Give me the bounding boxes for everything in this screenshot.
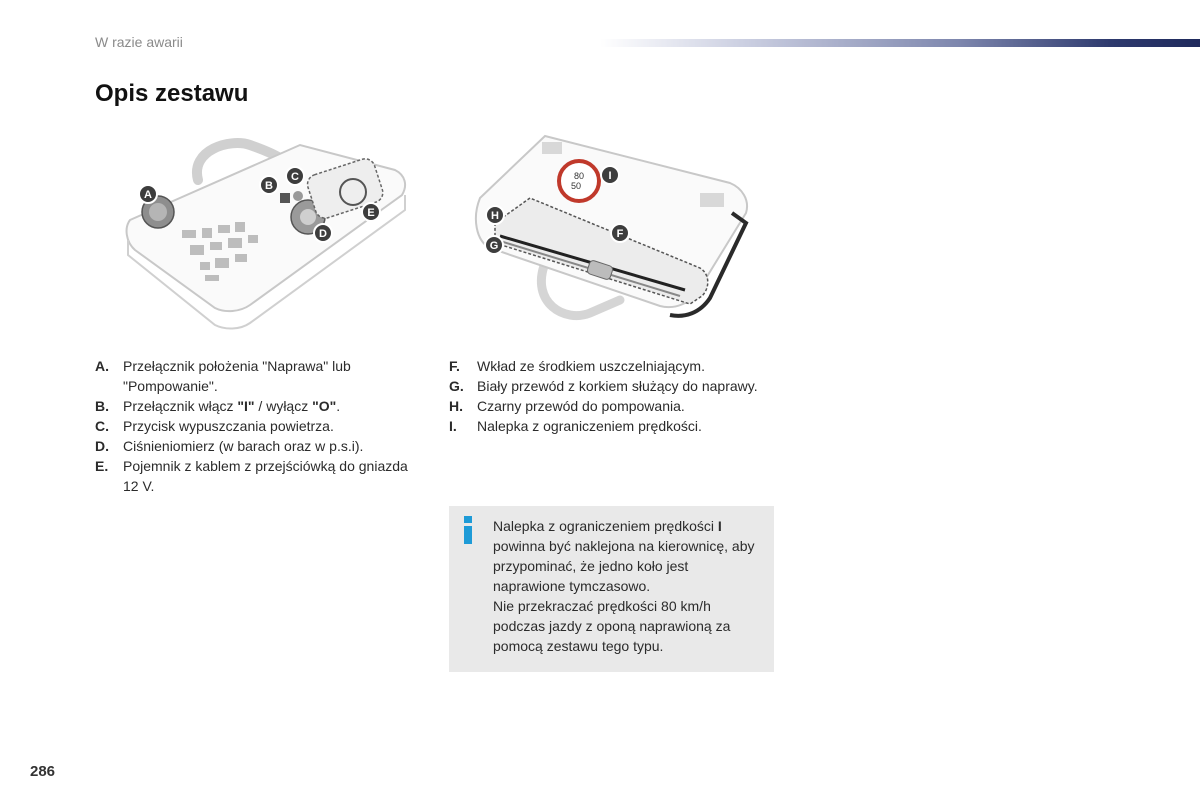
legend-item-a	[95, 356, 415, 396]
svg-text:H: H	[491, 210, 499, 222]
legend-item-e	[95, 456, 415, 496]
legend-item-g	[449, 376, 769, 396]
svg-text:F: F	[616, 228, 624, 240]
callout-i	[601, 166, 619, 184]
info-text	[493, 516, 763, 656]
legend-letter: E.	[95, 458, 109, 474]
legend-letter: G.	[449, 378, 464, 394]
legend-letter: C.	[95, 418, 109, 434]
legend-letter: B.	[95, 398, 109, 414]
legend-item-b	[95, 396, 415, 416]
info-box	[449, 506, 774, 672]
legend-item-f	[449, 356, 769, 376]
callout-d	[314, 224, 332, 242]
svg-text:G: G	[489, 240, 499, 252]
svg-text:E: E	[367, 207, 375, 219]
page-title: Opis zestawu	[95, 80, 249, 107]
legend-text: Ciśnieniomierz (w barach oraz w p.s.i).	[123, 438, 364, 454]
sticker-value-50: 50	[570, 181, 582, 191]
legend-text: Przełącznik włącz "I" / wyłącz "O".	[123, 398, 341, 414]
legend-text: Przycisk wypuszczania powietrza.	[123, 418, 334, 434]
callout-b	[260, 176, 278, 194]
legend-letter: D.	[95, 438, 109, 454]
legend-item-d	[95, 436, 415, 456]
compressor-top-illustration	[120, 130, 420, 340]
legend-text: Przełącznik położenia "Naprawa" lub "Pompowanie".	[123, 358, 351, 394]
compressor-bottom-illustration	[470, 128, 760, 338]
callout-h	[486, 206, 504, 224]
callout-a	[139, 185, 157, 203]
callout-g	[485, 236, 503, 254]
info-paragraph-1: Nalepka z ograniczeniem prędkości I powinna być naklejona na kierownicę, aby przypominać, że jedno koło jest naprawione tymczasowo.	[493, 518, 755, 594]
legend-letter: F.	[449, 358, 460, 374]
svg-text:B: B	[265, 180, 273, 192]
legend-right	[449, 356, 769, 436]
legend-letter: A.	[95, 358, 109, 374]
legend-text: Pojemnik z kablem z przejściówką do gniazda 12 V.	[123, 458, 408, 494]
legend-text: Wkład ze środkiem uszczelniającym.	[477, 358, 705, 374]
info-paragraph-2: Nie przekraczać prędkości 80 km/h podczas jazdy z oponą naprawioną za pomocą zestawu tego typu.	[493, 598, 731, 654]
legend-text: Czarny przewód do pompowania.	[477, 398, 685, 414]
legend-letter: H.	[449, 398, 463, 414]
legend-letter: I.	[449, 418, 457, 434]
legend-text: Nalepka z ograniczeniem prędkości.	[477, 418, 702, 434]
legend-item-c	[95, 416, 415, 436]
legend-left	[95, 356, 415, 496]
callout-c	[286, 167, 304, 185]
legend-text: Biały przewód z korkiem służący do naprawy.	[477, 378, 758, 394]
svg-text:I: I	[608, 170, 612, 182]
header-gradient-bar	[600, 39, 1200, 47]
section-header: W razie awarii	[95, 34, 183, 50]
legend-item-i	[449, 416, 769, 436]
legend-item-h	[449, 396, 769, 416]
page-number: 286	[30, 763, 56, 780]
svg-text:D: D	[319, 228, 327, 240]
svg-text:C: C	[291, 171, 299, 183]
callout-f	[611, 224, 629, 242]
sticker-value-80: 80	[573, 171, 585, 181]
callout-e	[362, 203, 380, 221]
svg-text:A: A	[144, 189, 152, 201]
info-icon	[461, 516, 475, 544]
